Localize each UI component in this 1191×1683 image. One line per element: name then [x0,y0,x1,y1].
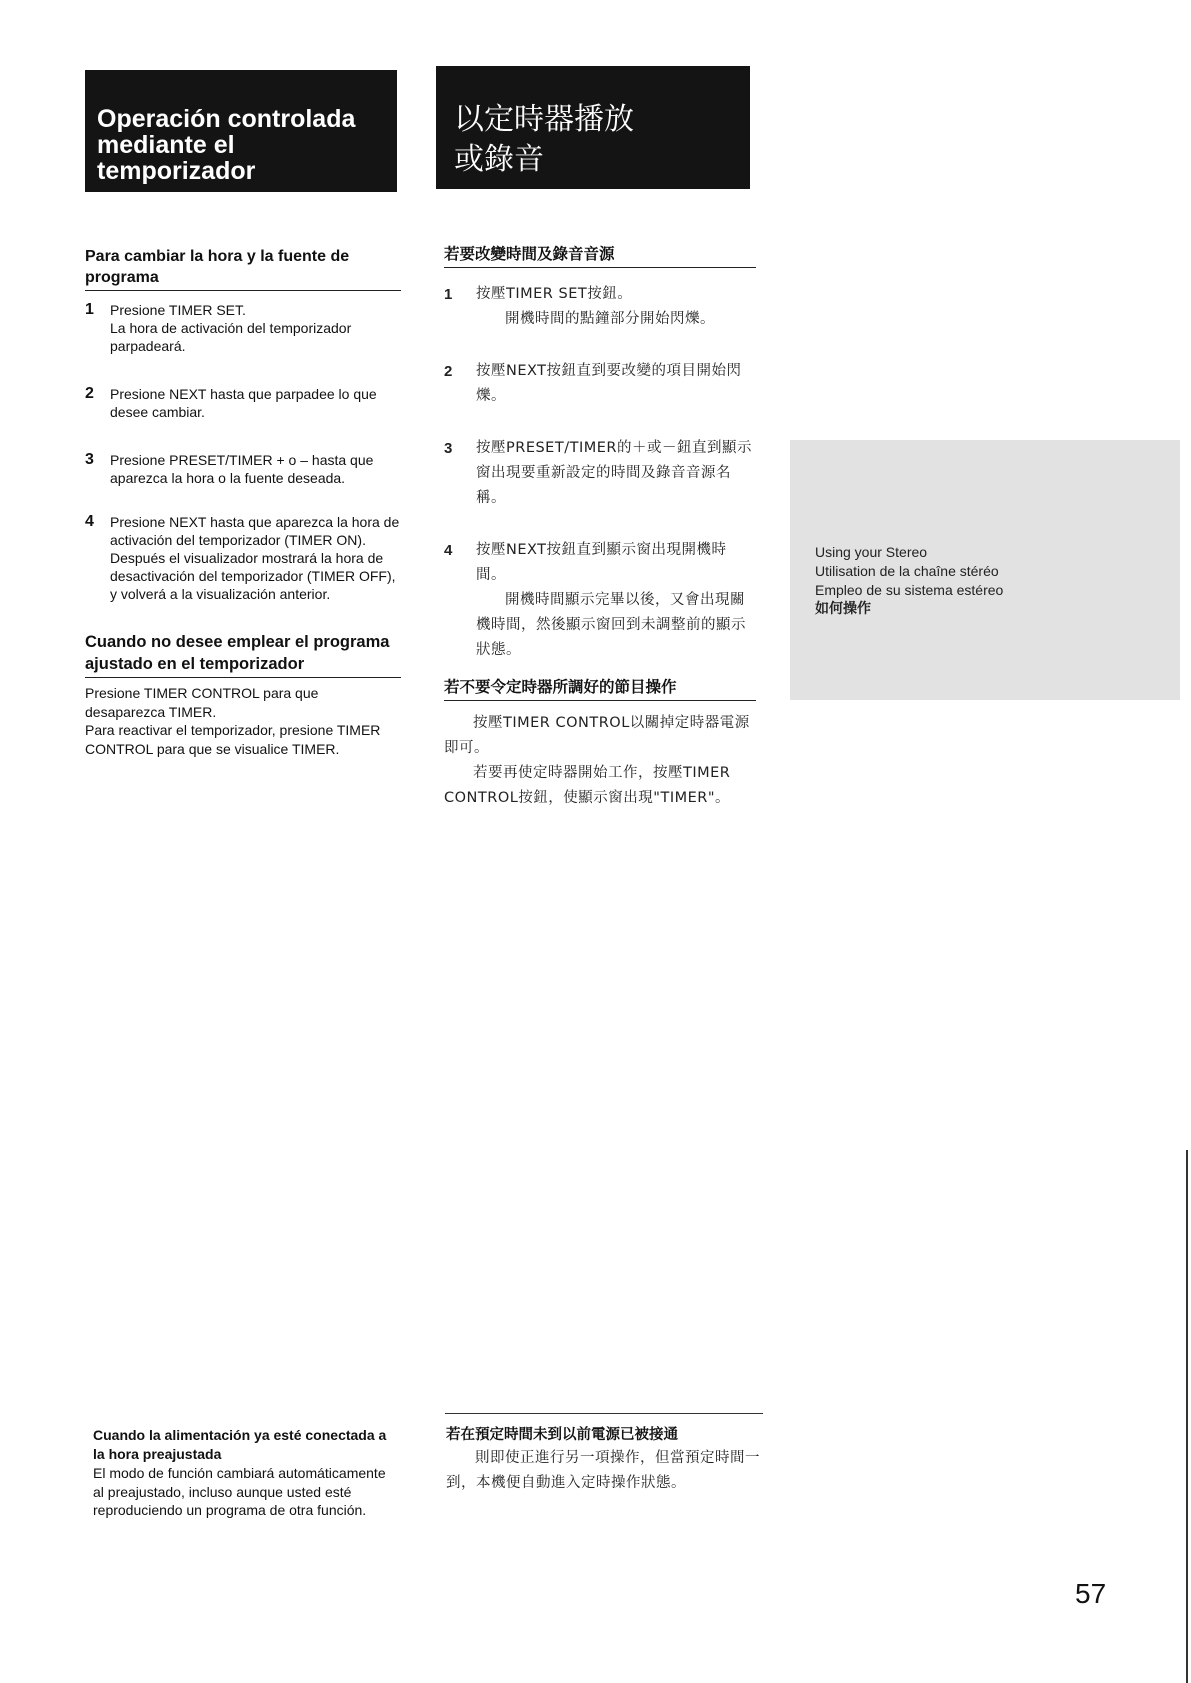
chinese-title-line-2: 或錄音 [454,142,544,177]
side-label-es: Empleo de su sistema estéreo [815,582,1004,598]
es-step-3 [85,451,401,487]
es-footer-title: Cuando la alimentación ya esté conectada a la hora preajustada [93,1427,387,1462]
zh-footer-text: 則即使正進行另一項操作，但當預定時間一到，本機便自動進入定時操作狀態。 [446,1450,760,1491]
es-footer-note [93,1426,393,1520]
step-text: Presione PRESET/TIMER + o – hasta que aparezca la hora o la fuente deseada. [110,452,374,486]
step-number: 2 [444,363,453,380]
step-number: 3 [444,440,453,457]
es-section2-p2: Para reactivar el temporizador, presione TIMER CONTROL para que se visualice TIMER. [85,722,381,757]
page-number: 57 [1075,1578,1107,1609]
es-section1-title: Para cambiar la hora y la fuente de programa [85,246,401,291]
spanish-title-line-2: mediante el [97,131,235,159]
zh-step-1 [444,282,756,332]
side-label-zh: 如何操作 [815,601,871,617]
step-number: 1 [85,301,94,318]
zh-step-2 [444,359,756,409]
section-index-box [790,440,1180,700]
step-text: Presione NEXT hasta que parpadee lo que desee cambiar. [110,386,377,420]
es-section2-title: Cuando no desee emplear el programa ajustado en el temporizador [85,631,401,678]
step-text: 按壓NEXT按鈕直到要改變的項目開始閃爍。 [476,363,742,404]
zh-footer-title: 若在預定時間未到以前電源已被接通 [446,1427,678,1443]
zh-step-3 [444,436,756,511]
footer-divider [445,1413,763,1414]
zh-section2-p2: 若要再使定時器開始工作，按壓TIMER CONTROL按鈕，使顯示窗出現"TIMER"。 [444,765,731,806]
es-section2-p1: Presione TIMER CONTROL para que desaparezca TIMER. [85,685,319,720]
step-number: 4 [85,513,94,530]
step-text: Presione NEXT hasta que aparezca la hora de activación del temporizador (TIMER ON). [110,514,400,548]
step-number: 3 [85,451,94,468]
step-number: 2 [85,385,94,402]
chinese-column [444,244,756,811]
chinese-title-line-1: 以定時器播放 [454,102,634,137]
side-label-en: Using your Stereo [815,544,928,560]
spanish-title-banner [85,70,397,192]
side-label-fr: Utilisation de la chaîne stéréo [815,563,999,579]
step-number: 1 [444,286,453,303]
step-subtext: La hora de activación del temporizador parpadeará. [110,320,352,354]
zh-section1-title: 若要改變時間及錄音音源 [444,244,756,268]
zh-footer-note [446,1424,764,1496]
chinese-title-banner [436,66,750,189]
step-text: 按壓TIMER SET按鈕。 [476,286,633,302]
es-step-1 [85,301,401,355]
spanish-title-line-3: temporizador [97,157,256,185]
zh-section2-p1: 按壓TIMER CONTROL以關掉定時器電源即可。 [444,715,750,756]
step-text: 按壓PRESET/TIMER的＋或－鈕直到顯示窗出現要重新設定的時間及錄音音源名稱。 [476,440,752,506]
spanish-column [85,246,401,758]
step-text: 按壓NEXT按鈕直到顯示窗出現開機時間。 [476,542,727,583]
step-number: 4 [444,542,453,559]
zh-step-4 [444,538,756,663]
step-subtext: 開機時間的點鐘部分開始閃爍。 [505,311,715,327]
scan-edge-line [1186,1150,1188,1683]
es-step-4 [85,513,401,603]
step-subtext: Después el visualizador mostrará la hora de desactivación del temporizador (TIMER OFF), y volverá a la visualización anterior. [110,550,396,602]
es-footer-text: El modo de función cambiará automáticamente al preajustado, incluso aunque usted esté reproduciendo un programa de otra función. [93,1465,386,1518]
spanish-title-line-1: Operación controlada [97,105,356,133]
es-step-2 [85,385,401,421]
step-subtext: 開機時間顯示完畢以後，又會出現關機時間，然後顯示窗回到未調整前的顯示狀態。 [476,592,746,658]
step-text: Presione TIMER SET. [110,302,246,318]
zh-section2-title: 若不要令定時器所調好的節目操作 [444,677,756,701]
